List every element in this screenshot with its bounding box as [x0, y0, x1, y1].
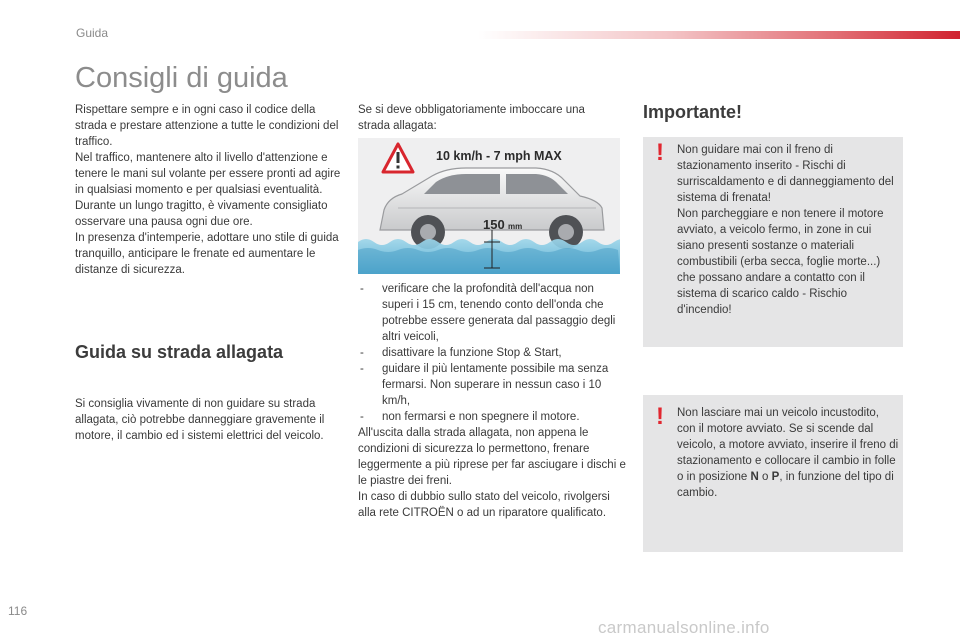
list-item: - verificare che la profondità dell'acqua non superi i 15 cm, tenendo conto dell'onda che potrebbe essere generata dal passaggio degli altri veicoli, [360, 283, 616, 343]
important-title: Importante! [643, 102, 742, 122]
section-title-flooded-road: Guida su strada allagata [75, 342, 284, 362]
flooded-road-figure [358, 138, 620, 274]
flooded-warning-text: Si consiglia vivamente di non guidare su strada allagata, ciò potrebbe danneggiare gravemente il motore, il cambio ed i sistemi elettrici del veicolo. [75, 398, 325, 442]
header-section-title: Guida [76, 26, 109, 40]
list-item: - disattivare la funzione Stop & Start, [360, 347, 562, 359]
flooded-intro-text: Se si deve obbligatoriamente imboccare una strada allagata: [358, 104, 585, 132]
exclamation-icon: ! [656, 139, 664, 166]
intro-paragraph: Nel traffico, mantenere alto il livello d'attenzione e tenere le mani sul volante per essere pronti ad agire in qualsiasi momento e per qualsiasi eventualità. [75, 152, 341, 196]
list-item-text: disattivare la funzione Stop & Start, [382, 347, 562, 359]
intro-paragraph: Durante un lungo tragitto, è vivamente consigliato osservare una pausa ogni due ore. [75, 200, 328, 228]
warning-text-part: o [758, 471, 772, 483]
intro-text [75, 102, 343, 278]
car-in-water-illustration [358, 138, 620, 274]
after-exit-text: All'uscita dalla strada allagata, non appena le condizioni di sicurezza lo permettono, frenare leggermente a più riprese per far asciugare i dischi e le piastre dei freni. [358, 427, 626, 487]
warning-text: Non guidare mai con il freno di stazionamento inserito - Rischi di surriscaldamento e di danneggiamento del sistema di frenata! [677, 144, 894, 204]
warning-triangle-icon [383, 144, 413, 172]
speed-limit-label: 10 km/h - 7 mph MAX [436, 149, 562, 163]
depth-value: 150 [483, 217, 505, 232]
header-accent-bar [478, 31, 960, 39]
list-item: - guidare il più lentamente possibile ma senza fermarsi. Non superare in nessun caso i 10 km/h, [360, 363, 609, 407]
intro-paragraph: Rispettare sempre e in ogni caso il codice della strada e prestare attenzione a tutte le condizioni del traffico. [75, 104, 339, 148]
warning-text-part: Non lasciare mai un veicolo incustodito, con il motore avviato. Se si scende dal veicolo, a motore avviato, inserire il freno di stazionamento e collocare il cambio in folle o in posizione [677, 407, 899, 483]
watermark: carmanualsonline.info [598, 618, 770, 637]
intro-paragraph: In presenza d'intemperie, adottare uno stile di guida tranquillo, anticipare le frenate ed aumentare le distanze di sicurezza. [75, 232, 339, 276]
gear-position-p: P [771, 471, 780, 483]
dealer-advice-text: In caso di dubbio sullo stato del veicolo, rivolgersi alla rete CITROËN o ad un riparatore qualificato. [358, 491, 610, 519]
water-waves [358, 239, 620, 274]
gear-position-n: N [750, 471, 759, 483]
warning-box-parking-brake [643, 137, 903, 347]
page-title: Consigli di guida [75, 62, 288, 94]
page-number: 116 [8, 604, 28, 618]
warning-box-unattended [643, 395, 903, 552]
warning-text: Non parcheggiare e non tenere il motore avviato, a veicolo fermo, in zone in cui siano presenti sostanze o materiali combustibili (erba secca, foglie morte...) che possano andare a contatto con il sistema di scarico caldo - Rischio d'incendio! [677, 208, 884, 316]
list-item: - non fermarsi e non spegnere il motore. [360, 411, 580, 423]
flooded-instructions [358, 281, 626, 521]
list-item-text: non fermarsi e non spegnere il motore. [382, 411, 580, 423]
exclamation-icon: ! [656, 403, 664, 430]
warning-text-part: , in funzione del tipo di cambio. [677, 471, 894, 499]
warning-text [677, 405, 899, 501]
depth-unit: mm [508, 222, 523, 231]
list-item-text: verificare che la profondità dell'acqua non superi i 15 cm, tenendo conto dell'onda che potrebbe essere generata dal passaggio degli altri veicoli, [382, 283, 616, 343]
list-item-text: guidare il più lentamente possibile ma senza fermarsi. Non superare in nessun caso i 10 km/h, [382, 363, 609, 407]
